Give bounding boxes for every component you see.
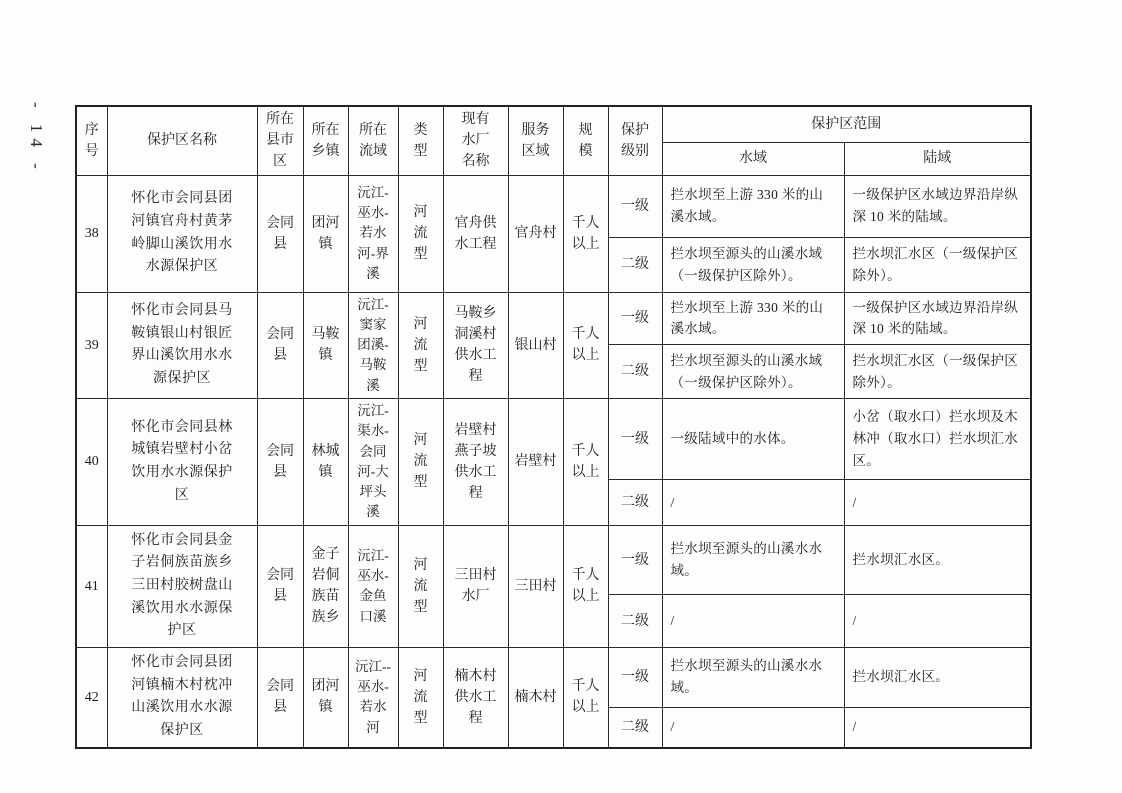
cell-scale: 千人以上 (563, 175, 608, 292)
cell-protection-name: 怀化市会同县团河镇楠木村枕冲山溪饮用水水源保护区 (107, 648, 257, 748)
cell-water-range: 拦水坝至上游 330 米的山溪水域。 (662, 175, 844, 237)
cell-scale: 千人以上 (563, 399, 608, 526)
cell-level: 二级 (608, 237, 662, 292)
cell-basin: 沅江-渠水-会同河-大坪头溪 (348, 399, 398, 526)
col-header-water: 水域 (662, 142, 844, 175)
cell-seq: 38 (76, 175, 107, 292)
cell-scale: 千人以上 (563, 648, 608, 748)
cell-service: 银山村 (508, 292, 563, 399)
cell-basin: 沅江-窦家团溪-马鞍溪 (348, 292, 398, 399)
cell-protection-name: 怀化市会同县林城镇岩壁村小岔饮用水水源保护区 (107, 399, 257, 526)
cell-land-range: 小岔（取水口）拦水坝及木林冲（取水口）拦水坝汇水区。 (844, 399, 1031, 480)
header-row-1 (76, 106, 1031, 142)
cell-land-range: 拦水坝汇水区。 (844, 525, 1031, 595)
cell-plant: 楠木村供水工程 (443, 648, 508, 748)
cell-plant: 岩壁村燕子坡供水工程 (443, 399, 508, 526)
cell-town: 马鞍镇 (303, 292, 348, 399)
cell-land-range: 拦水坝汇水区。 (844, 648, 1031, 708)
cell-service: 楠木村 (508, 648, 563, 748)
cell-protection-name: 怀化市会同县团河镇官舟村黄茅岭脚山溪饮用水水源保护区 (107, 175, 257, 292)
cell-plant: 马鞍乡洞溪村供水工程 (443, 292, 508, 399)
table-row (76, 292, 1031, 345)
cell-water-range: 一级陆域中的水体。 (662, 399, 844, 480)
table-row (76, 399, 1031, 480)
cell-seq: 42 (76, 648, 107, 748)
cell-land-range: / (844, 707, 1031, 748)
page-number: - 14 - (27, 102, 46, 175)
cell-plant: 三田村水厂 (443, 525, 508, 647)
col-header-level: 保护级别 (608, 106, 662, 175)
cell-water-range: / (662, 480, 844, 526)
table-row (76, 175, 1031, 237)
cell-plant: 官舟供水工程 (443, 175, 508, 292)
col-header-type: 类型 (398, 106, 443, 175)
cell-type: 河流型 (398, 175, 443, 292)
cell-seq: 41 (76, 525, 107, 647)
cell-water-range: / (662, 707, 844, 748)
cell-service: 三田村 (508, 525, 563, 647)
table-row (76, 648, 1031, 708)
cell-service: 岩壁村 (508, 399, 563, 526)
cell-basin: 沅江--巫水-若水河 (348, 648, 398, 748)
cell-county: 会同县 (257, 175, 303, 292)
cell-level: 二级 (608, 595, 662, 648)
col-header-land: 陆域 (844, 142, 1031, 175)
cell-scale: 千人以上 (563, 292, 608, 399)
col-header-scale: 规模 (563, 106, 608, 175)
col-header-county: 所在县市区 (257, 106, 303, 175)
cell-type: 河流型 (398, 525, 443, 647)
cell-county: 会同县 (257, 525, 303, 647)
cell-type: 河流型 (398, 648, 443, 748)
cell-land-range: 一级保护区水域边界沿岸纵深 10 米的陆域。 (844, 292, 1031, 345)
cell-town: 金子岩侗族苗族乡 (303, 525, 348, 647)
cell-land-range: 拦水坝汇水区（一级保护区除外）。 (844, 237, 1031, 292)
cell-land-range: 一级保护区水域边界沿岸纵深 10 米的陆域。 (844, 175, 1031, 237)
cell-water-range: 拦水坝至源头的山溪水域（一级保护区除外）。 (662, 237, 844, 292)
cell-land-range: 拦水坝汇水区（一级保护区除外）。 (844, 345, 1031, 399)
cell-protection-name: 怀化市会同县金子岩侗族苗族乡三田村胶树盘山溪饮用水水源保护区 (107, 525, 257, 647)
cell-level: 一级 (608, 525, 662, 595)
cell-county: 会同县 (257, 399, 303, 526)
cell-basin: 沅江-巫水-金鱼口溪 (348, 525, 398, 647)
col-header-plant: 现有水厂名称 (443, 106, 508, 175)
cell-seq: 40 (76, 399, 107, 526)
cell-county: 会同县 (257, 292, 303, 399)
cell-level: 二级 (608, 480, 662, 526)
cell-level: 二级 (608, 707, 662, 748)
cell-type: 河流型 (398, 399, 443, 526)
cell-water-range: 拦水坝至源头的山溪水水域。 (662, 648, 844, 708)
col-header-seq: 序号 (76, 106, 107, 175)
cell-water-range: 拦水坝至源头的山溪水域（一级保护区除外）。 (662, 345, 844, 399)
col-header-basin: 所在流域 (348, 106, 398, 175)
cell-water-range: 拦水坝至源头的山溪水水域。 (662, 525, 844, 595)
cell-seq: 39 (76, 292, 107, 399)
cell-town: 团河镇 (303, 648, 348, 748)
cell-basin: 沅江-巫水-若水河-界溪 (348, 175, 398, 292)
cell-protection-name: 怀化市会同县马鞍镇银山村银匠界山溪饮用水水源保护区 (107, 292, 257, 399)
col-header-range: 保护区范围 (662, 106, 1031, 142)
cell-level: 一级 (608, 175, 662, 237)
cell-town: 林城镇 (303, 399, 348, 526)
cell-service: 官舟村 (508, 175, 563, 292)
water-source-protection-table (75, 105, 1032, 749)
col-header-service: 服务区域 (508, 106, 563, 175)
col-header-name: 保护区名称 (107, 106, 257, 175)
cell-level: 一级 (608, 399, 662, 480)
cell-water-range: 拦水坝至上游 330 米的山溪水域。 (662, 292, 844, 345)
cell-county: 会同县 (257, 648, 303, 748)
cell-type: 河流型 (398, 292, 443, 399)
cell-land-range: / (844, 480, 1031, 526)
cell-level: 一级 (608, 648, 662, 708)
cell-level: 二级 (608, 345, 662, 399)
table-row (76, 525, 1031, 595)
cell-water-range: / (662, 595, 844, 648)
col-header-town: 所在乡镇 (303, 106, 348, 175)
cell-land-range: / (844, 595, 1031, 648)
cell-level: 一级 (608, 292, 662, 345)
cell-town: 团河镇 (303, 175, 348, 292)
cell-scale: 千人以上 (563, 525, 608, 647)
